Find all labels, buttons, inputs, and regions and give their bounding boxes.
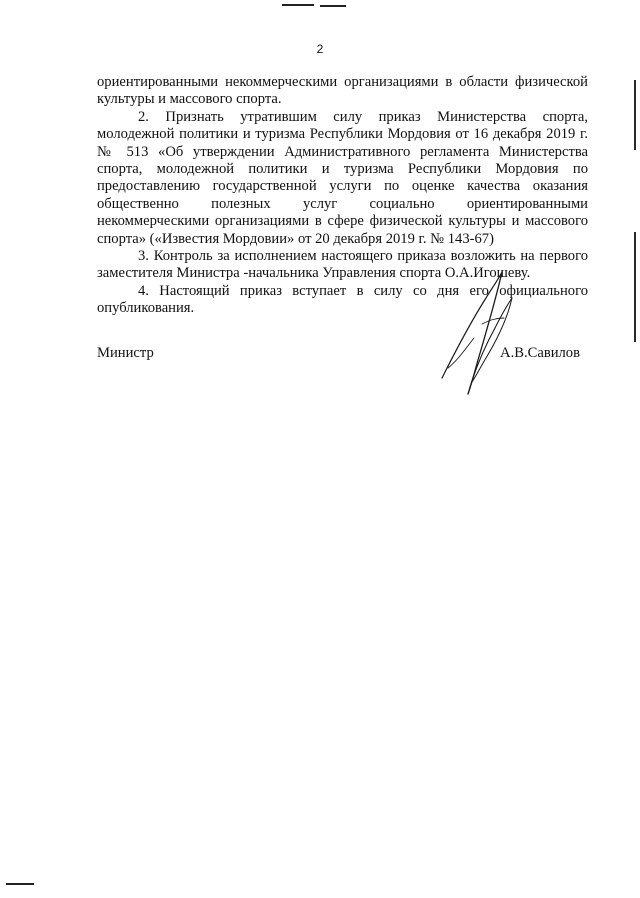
scan-mark-top-left <box>282 4 314 6</box>
paragraph-item-3: 3. Контроль за исполнением настоящего приказа возложить на первого заместителя Министра -начальника Управления спорта О.А.Игошеву. <box>97 248 588 282</box>
scan-mark-bottom-left <box>6 883 34 885</box>
paragraph-item-4: 4. Настоящий приказ вступает в силу со дня его официального опубликования. <box>97 282 588 317</box>
scan-edge-line-upper <box>634 80 636 150</box>
paragraph-item-2: 2. Признать утратившим силу приказ Министерства спорта, молодежной политики и туризма Республики Мордовия от 16 декабря 2019 г. № 513 «Об утверждении Административного регламента Министерства спорта, молодежной политики и туризма Республики Мордовия по предоставлению государственной услуги по оценке качества оказания общественно полезных услуг социально ориентированными некоммерческими организациями в сфере физической культуры и массового спорта» («Известия Мордовии» от 20 декабря 2019 г. № 143-67) <box>97 108 588 247</box>
paragraph-continuation: ориентированными некоммерческими организациями в области физической культуры и массового спорта. <box>97 74 588 108</box>
scan-mark-top-right <box>320 5 346 7</box>
handwritten-signature <box>438 268 528 398</box>
signatory-name: А.В.Савилов <box>500 345 580 361</box>
scan-edge-line-lower <box>634 232 636 342</box>
signatory-title: Министр <box>97 345 154 361</box>
page-number: 2 <box>316 42 324 56</box>
